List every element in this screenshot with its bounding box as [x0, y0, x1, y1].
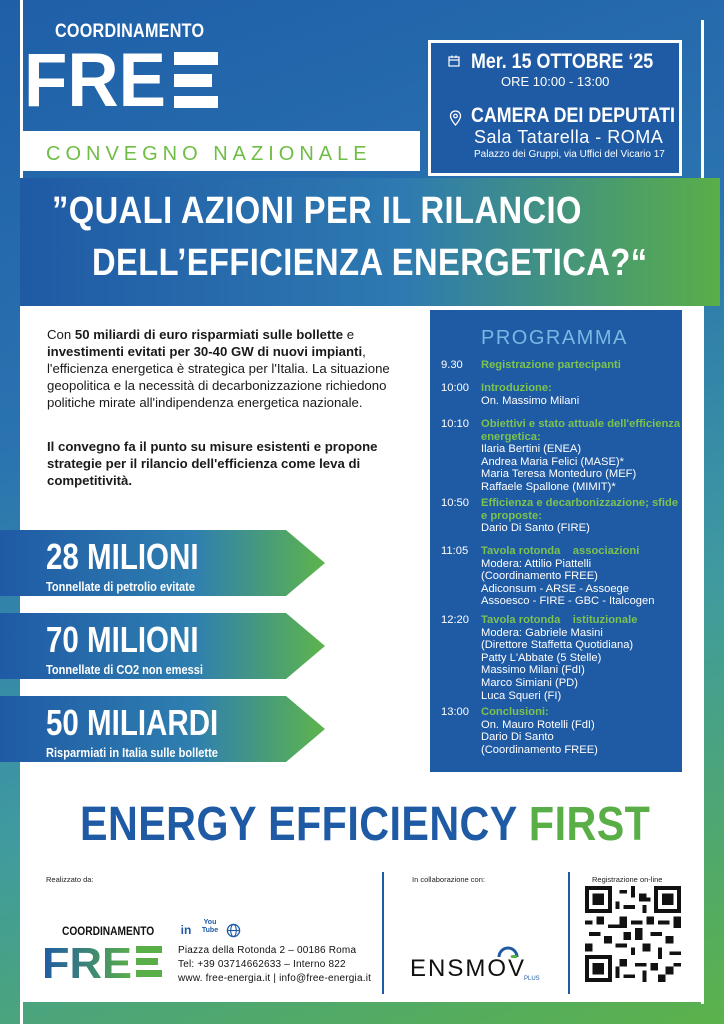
- stat-value-1: 28 MILIONI: [46, 536, 199, 577]
- ensmov-plus: PLUS: [524, 976, 540, 982]
- item-heading: Conclusioni:: [481, 706, 549, 718]
- item-speakers: Ilaria Bertini (ENEA) Andrea Maria Felici (MASE)* Maria Teresa Monteduro (MEF) Raffaele Spallone (MIMIT)*: [481, 443, 637, 493]
- programma-item: [441, 497, 681, 537]
- footer-phone: Tel: +39 03714662633 – Interno 822: [178, 959, 346, 970]
- time-label: ORE: [501, 74, 530, 89]
- intro-text: Con: [47, 327, 75, 342]
- item-body: [481, 706, 681, 756]
- item-speakers: Modera: Attilio Piattelli (Coordinamento FREE) Adiconsum - ARSE - Assoege Assoesco - FIRE - GBC - Italcogen: [481, 557, 655, 608]
- free-logo: [24, 42, 224, 114]
- event-address: Palazzo dei Gruppi, via Uffici del Vicario 17: [474, 149, 665, 160]
- linkedin-icon[interactable]: in: [178, 922, 194, 938]
- org-name-small: COORDINAMENTO: [55, 21, 205, 42]
- programma-item: [441, 545, 681, 607]
- registrazione-label: Registrazione on-line: [592, 875, 663, 884]
- realizzato-label: Realizzato da:: [46, 875, 94, 884]
- programma-item: [441, 418, 681, 493]
- event-date: Mer. 15 OTTOBRE ‘25: [471, 50, 654, 73]
- svg-text:FRE: FRE: [24, 42, 166, 114]
- item-time: 11:05: [441, 545, 469, 557]
- item-speakers: Modera: Gabriele Masini (Direttore Staffetta Quotidiana) Patty L'Abbate (5 Stelle) Massimo Milani (FdI) Marco Simiani (PD) Luca Squeri (FI): [481, 626, 634, 702]
- programma-item: [441, 359, 681, 373]
- location-pin-icon: [449, 110, 462, 126]
- title-line-1: ”QUALI AZIONI PER IL RILANCIO: [52, 190, 582, 232]
- event-room: Sala Tatarella - ROMA: [474, 127, 664, 147]
- collaborazione-label: In collaborazione con:: [412, 875, 485, 884]
- footer-org-small: COORDINAMENTO: [62, 924, 155, 938]
- item-time: 9.30: [441, 359, 463, 371]
- convegno-label: CONVEGNO NAZIONALE: [46, 143, 372, 165]
- title-line-2: DELL’EFFICIENZA ENERGETICA?“: [92, 242, 648, 284]
- programma-title: PROGRAMMA: [481, 327, 628, 349]
- item-speakers: On. Mauro Rotelli (FdI) Dario Di Santo (Coordinamento FREE): [481, 718, 598, 756]
- programma-box: [430, 310, 682, 772]
- item-body: [481, 418, 681, 494]
- time-value: 10:00 - 13:00: [532, 74, 610, 89]
- event-time: [501, 74, 609, 89]
- intro-paragraph: [47, 326, 407, 411]
- stat-label-1: Tonnellate di petrolio evitate: [46, 579, 196, 594]
- stat-value-2: 70 MILIONI: [46, 619, 199, 660]
- programma-item: [441, 614, 681, 700]
- intro-bold-1: 50 miliardi di euro risparmiati sulle bollette: [74, 327, 344, 342]
- item-heading: Obiettivi e stato attuale dell'efficienza energetica:: [481, 418, 681, 443]
- footer-address: Piazza della Rotonda 2 – 00186 Roma: [178, 945, 357, 956]
- item-heading: Efficienza e decarbonizzazione; sfide e proposte:: [481, 497, 679, 522]
- footer-divider-2: [568, 872, 570, 994]
- item-body: [481, 614, 681, 702]
- slogan: [80, 797, 650, 852]
- item-body: [481, 497, 681, 535]
- item-time: 13:00: [441, 706, 469, 718]
- stat-label-2: Tonnellate di CO2 non emessi: [46, 662, 203, 677]
- item-body: [481, 545, 681, 608]
- frame-bottom: [20, 999, 704, 1002]
- ensmov-logo: ENSMOV: [410, 955, 527, 982]
- footer-divider-1: [382, 872, 384, 994]
- footer-free-logo: [42, 940, 172, 982]
- intro-text: , l'efficienza energetica è strategica per l'Italia. La situazione geopolitica e la necessità di decarbonizzazione richiedono politiche mirate all'indipendenza energetica nazionale.: [47, 344, 390, 410]
- qr-code[interactable]: [585, 886, 681, 982]
- svg-text:FRE: FRE: [42, 940, 132, 982]
- programma-item: [441, 382, 681, 410]
- slogan-part-2: FIRST: [528, 798, 651, 851]
- intro-text: e: [343, 327, 355, 342]
- youtube-icon[interactable]: You Tube: [201, 919, 219, 934]
- item-body: [481, 382, 681, 407]
- item-time: 10:00: [441, 382, 469, 394]
- item-time: 12:20: [441, 614, 469, 626]
- item-speakers: On. Massimo Milani: [481, 394, 580, 407]
- intro-paragraph-2: Il convegno fa il punto su misure esistenti e propone strategie per il rilancio dell'efficienza come leva di competitività.: [47, 439, 378, 488]
- item-heading: Introduzione:: [481, 382, 552, 394]
- item-heading: Registrazione partecipanti: [481, 359, 621, 371]
- footer-web[interactable]: www. free-energia.it | info@free-energia.it: [178, 973, 372, 984]
- item-time: 10:50: [441, 497, 469, 509]
- event-venue: CAMERA DEI DEPUTATI: [471, 104, 675, 127]
- item-speakers: Dario Di Santo (FIRE): [481, 522, 590, 535]
- calendar-icon: [448, 55, 460, 67]
- item-heading: Tavola rotonda associazioni: [481, 545, 640, 557]
- programma-item: [441, 706, 681, 758]
- item-heading: Tavola rotonda istituzionale: [481, 614, 638, 626]
- stat-value-3: 50 MILIARDI: [46, 702, 219, 743]
- stat-label-3: Risparmiati in Italia sulle bollette: [46, 745, 218, 760]
- item-time: 10:10: [441, 418, 469, 430]
- globe-icon[interactable]: [226, 923, 241, 938]
- ensmov-gauge-icon: [497, 944, 519, 958]
- intro-bold-2: investimenti evitati per 30-40 GW di nuovi impianti: [47, 344, 363, 359]
- slogan-part-1: ENERGY EFFICIENCY: [80, 798, 529, 851]
